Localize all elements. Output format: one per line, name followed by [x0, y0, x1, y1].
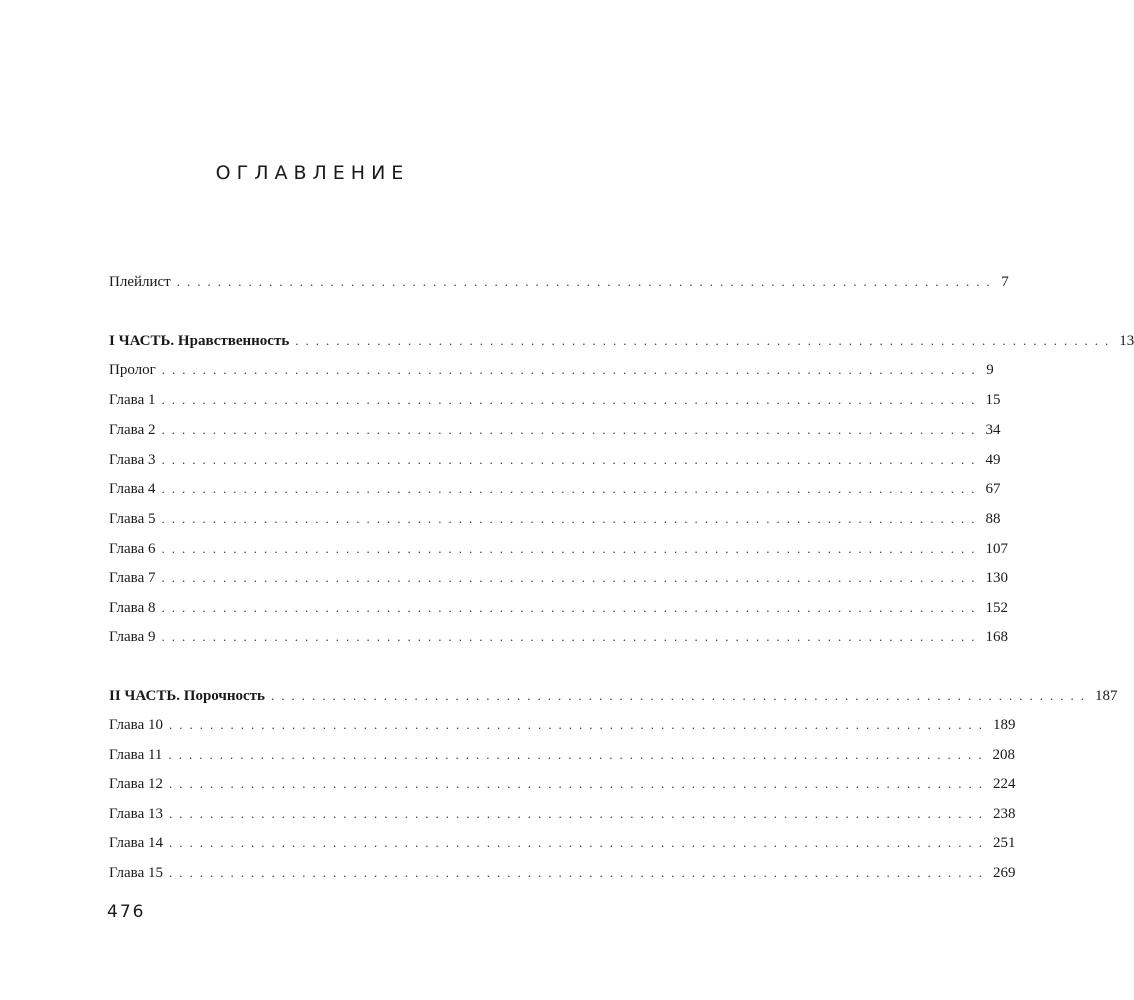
toc-entry — [109, 713, 1016, 737]
dot-leader: ................................................................................ — [168, 865, 989, 880]
toc-entry-page: 7 — [1001, 274, 1009, 290]
toc-entry-page: 88 — [985, 511, 1001, 527]
toc-entry-page: 49 — [985, 452, 1001, 468]
toc-entry — [109, 861, 1016, 885]
toc-entry — [109, 831, 1016, 855]
toc-entry-page: 269 — [992, 865, 1016, 881]
toc-entry-page: 208 — [992, 747, 1015, 763]
toc-entry — [109, 448, 1001, 472]
toc-entry — [109, 477, 1001, 501]
dot-leader: ................................................................................ — [270, 688, 1091, 703]
toc-entry-label: Глава 8 — [109, 600, 156, 616]
toc-entry — [109, 270, 1009, 294]
toc-entry-page: 130 — [985, 570, 1008, 586]
toc-entry — [109, 537, 1008, 561]
toc-entry-label: Глава 15 — [109, 865, 163, 881]
toc-entry-page: 168 — [985, 629, 1008, 645]
dot-leader: ................................................................................ — [161, 570, 982, 585]
toc-entry-label: II ЧАСТЬ. Порочность — [109, 688, 265, 704]
toc-entry-page: 13 — [1119, 333, 1134, 349]
toc-entry-label: Глава 7 — [109, 570, 156, 586]
dot-leader: ................................................................................ — [168, 806, 989, 821]
dot-leader: ................................................................................ — [161, 452, 982, 467]
toc-entry-page: 251 — [992, 835, 1016, 851]
toc-part-heading — [109, 329, 1134, 353]
dot-leader: ................................................................................ — [161, 392, 982, 407]
toc-entry — [109, 388, 1001, 412]
toc-entry — [109, 625, 1008, 649]
page-title: ОГЛАВЛЕНИЕ — [215, 162, 410, 184]
toc-entry-label: Глава 1 — [109, 392, 156, 408]
dot-leader: ................................................................................ — [168, 747, 989, 762]
dot-leader: ................................................................................ — [168, 717, 989, 732]
toc-entry-label: I ЧАСТЬ. Нравственность — [109, 333, 290, 349]
toc-entry-label: Глава 9 — [109, 629, 156, 645]
toc-entry-label: Глава 12 — [109, 776, 163, 792]
toc-entry-label: Глава 5 — [109, 511, 156, 527]
toc-entry-page: 15 — [985, 392, 1001, 408]
toc-entry-label: Глава 11 — [109, 747, 163, 763]
toc-entry-label: Глава 14 — [109, 835, 163, 851]
page-number: 476 — [107, 902, 146, 922]
toc-entry — [109, 596, 1008, 620]
toc-entry-page: 107 — [985, 541, 1008, 557]
dot-leader: ................................................................................ — [295, 333, 1116, 348]
toc-entry-label: Глава 13 — [109, 806, 163, 822]
toc-entry-page: 67 — [985, 481, 1001, 497]
dot-leader: ................................................................................ — [161, 600, 982, 615]
toc-entry-label: Глава 4 — [109, 481, 156, 497]
toc-entry — [109, 743, 1015, 767]
toc-entry-page: 189 — [992, 717, 1016, 733]
toc-entry-page: 238 — [992, 806, 1016, 822]
dot-leader: ................................................................................ — [168, 835, 989, 850]
dot-leader: ................................................................................ — [161, 629, 982, 644]
toc-part-heading — [109, 684, 1118, 708]
dot-leader: ................................................................................ — [161, 541, 982, 556]
toc-entry-label: Глава 10 — [109, 717, 163, 733]
toc-entry — [109, 772, 1016, 796]
toc-entry-label: Глава 2 — [109, 422, 156, 438]
toc-entry-page: 152 — [985, 600, 1008, 616]
toc-entry-label: Глава 3 — [109, 452, 156, 468]
toc-entry-label: Глава 6 — [109, 541, 156, 557]
toc-entry-page: 224 — [992, 776, 1016, 792]
toc-entry — [109, 566, 1008, 590]
toc-entry-label: Пролог — [109, 362, 156, 378]
dot-leader: ................................................................................ — [161, 481, 982, 496]
dot-leader: ................................................................................ — [176, 274, 997, 289]
toc-entry — [109, 507, 1001, 531]
dot-leader: ................................................................................ — [161, 511, 982, 526]
toc-entry — [109, 418, 1001, 442]
toc-entry-page: 34 — [985, 422, 1001, 438]
toc-entry-page: 9 — [986, 362, 994, 378]
dot-leader: ................................................................................ — [161, 362, 982, 377]
toc-entry — [109, 802, 1016, 826]
dot-leader: ................................................................................ — [168, 776, 989, 791]
dot-leader: ................................................................................ — [161, 422, 982, 437]
toc-entry-label: Плейлист — [109, 274, 171, 290]
toc-entry — [109, 358, 994, 382]
toc-entry-page: 187 — [1094, 688, 1118, 704]
